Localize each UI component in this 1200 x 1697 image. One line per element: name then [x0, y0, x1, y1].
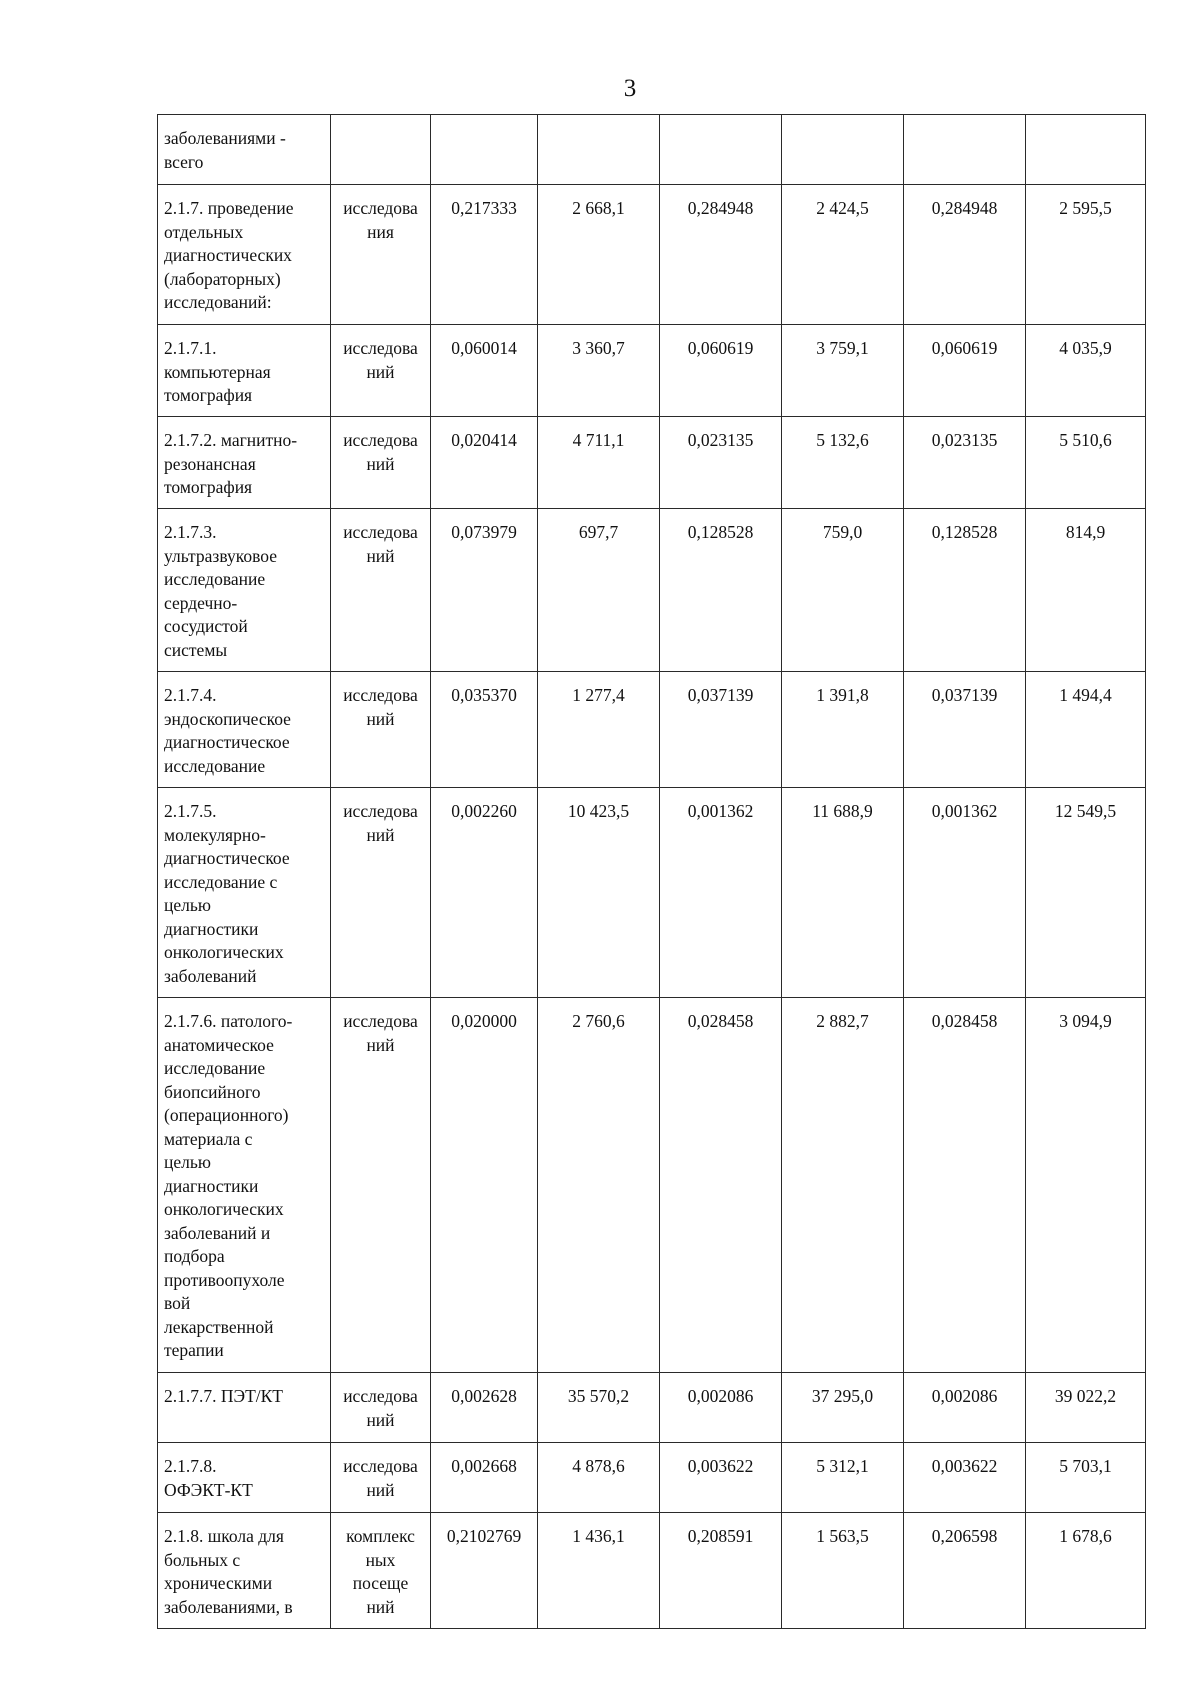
row-unit-cell: исследова ний: [331, 417, 431, 509]
table-row: [158, 672, 1146, 788]
row-name-cell: 2.1.7.7. ПЭТ/КТ: [158, 1373, 331, 1443]
table-row: [158, 115, 1146, 185]
value-cell-5: 0,060619: [904, 325, 1026, 417]
value-cell-3: 0,284948: [660, 185, 782, 325]
value-cell-5: [904, 115, 1026, 185]
value-cell-4: 3 759,1: [782, 325, 904, 417]
row-unit-cell: исследова ния: [331, 185, 431, 325]
value-cell-6: 4 035,9: [1026, 325, 1146, 417]
value-cell-6: 1 678,6: [1026, 1513, 1146, 1629]
row-unit-cell: исследова ний: [331, 1443, 431, 1513]
row-unit-cell: исследова ний: [331, 325, 431, 417]
row-name-cell: заболеваниями - всего: [158, 115, 331, 185]
row-unit-cell: исследова ний: [331, 672, 431, 788]
table-row: [158, 1373, 1146, 1443]
table-body: [158, 115, 1146, 1629]
value-cell-1: 0,020414: [431, 417, 538, 509]
row-name-cell: 2.1.7. проведение отдельных диагностических (лабораторных) исследований:: [158, 185, 331, 325]
row-name-cell: 2.1.7.6. патолого- анатомическое исследование биопсийного (операционного) материала с целью диагностики онкологических заболеваний и подбора противоопухоле вой лекарственной терапии: [158, 998, 331, 1373]
value-cell-2: [538, 115, 660, 185]
value-cell-2: 10 423,5: [538, 788, 660, 998]
value-cell-5: 0,284948: [904, 185, 1026, 325]
value-cell-2: 2 668,1: [538, 185, 660, 325]
value-cell-3: 0,001362: [660, 788, 782, 998]
value-cell-4: 1 563,5: [782, 1513, 904, 1629]
value-cell-2: 4 711,1: [538, 417, 660, 509]
value-cell-5: 0,001362: [904, 788, 1026, 998]
row-unit-cell: комплекс ных посеще ний: [331, 1513, 431, 1629]
row-name-cell: 2.1.7.2. магнитно- резонансная томография: [158, 417, 331, 509]
value-cell-1: 0,002260: [431, 788, 538, 998]
value-cell-5: 0,003622: [904, 1443, 1026, 1513]
value-cell-4: 2 424,5: [782, 185, 904, 325]
row-unit-cell: исследова ний: [331, 788, 431, 998]
row-name-cell: 2.1.7.8. ОФЭКТ-КТ: [158, 1443, 331, 1513]
row-unit-cell: исследова ний: [331, 509, 431, 672]
value-cell-6: 2 595,5: [1026, 185, 1146, 325]
value-cell-6: 3 094,9: [1026, 998, 1146, 1373]
row-name-cell: 2.1.7.1. компьютерная томография: [158, 325, 331, 417]
value-cell-5: 0,206598: [904, 1513, 1026, 1629]
value-cell-6: 39 022,2: [1026, 1373, 1146, 1443]
table-row: [158, 509, 1146, 672]
table-row: [158, 417, 1146, 509]
value-cell-5: 0,002086: [904, 1373, 1026, 1443]
value-cell-4: 759,0: [782, 509, 904, 672]
value-cell-4: 37 295,0: [782, 1373, 904, 1443]
table-row: [158, 998, 1146, 1373]
value-cell-4: 11 688,9: [782, 788, 904, 998]
value-cell-3: 0,028458: [660, 998, 782, 1373]
value-cell-2: 3 360,7: [538, 325, 660, 417]
table-row: [158, 325, 1146, 417]
value-cell-3: [660, 115, 782, 185]
value-cell-2: 1 277,4: [538, 672, 660, 788]
value-cell-1: 0,020000: [431, 998, 538, 1373]
table-row: [158, 185, 1146, 325]
table-row: [158, 788, 1146, 998]
value-cell-3: 0,037139: [660, 672, 782, 788]
value-cell-6: 1 494,4: [1026, 672, 1146, 788]
value-cell-3: 0,208591: [660, 1513, 782, 1629]
table-row: [158, 1513, 1146, 1629]
value-cell-3: 0,002086: [660, 1373, 782, 1443]
row-name-cell: 2.1.7.5. молекулярно- диагностическое исследование с целью диагностики онкологических заболеваний: [158, 788, 331, 998]
value-cell-4: 5 312,1: [782, 1443, 904, 1513]
value-cell-2: 4 878,6: [538, 1443, 660, 1513]
value-cell-1: 0,002628: [431, 1373, 538, 1443]
value-cell-6: 12 549,5: [1026, 788, 1146, 998]
value-cell-6: 5 510,6: [1026, 417, 1146, 509]
page-number: 3: [623, 75, 637, 102]
value-cell-1: 0,217333: [431, 185, 538, 325]
row-unit-cell: [331, 115, 431, 185]
table-row: [158, 1443, 1146, 1513]
value-cell-1: 0,073979: [431, 509, 538, 672]
value-cell-6: [1026, 115, 1146, 185]
value-cell-1: 0,060014: [431, 325, 538, 417]
value-cell-4: 1 391,8: [782, 672, 904, 788]
value-cell-1: 0,2102769: [431, 1513, 538, 1629]
value-cell-5: 0,028458: [904, 998, 1026, 1373]
data-table: [157, 114, 1146, 1629]
row-name-cell: 2.1.7.3. ультразвуковое исследование сердечно- сосудистой системы: [158, 509, 331, 672]
value-cell-4: [782, 115, 904, 185]
value-cell-6: 5 703,1: [1026, 1443, 1146, 1513]
value-cell-3: 0,128528: [660, 509, 782, 672]
value-cell-5: 0,037139: [904, 672, 1026, 788]
value-cell-3: 0,023135: [660, 417, 782, 509]
value-cell-6: 814,9: [1026, 509, 1146, 672]
value-cell-2: 35 570,2: [538, 1373, 660, 1443]
row-name-cell: 2.1.7.4. эндоскопическое диагностическое исследование: [158, 672, 331, 788]
value-cell-2: 2 760,6: [538, 998, 660, 1373]
value-cell-4: 2 882,7: [782, 998, 904, 1373]
value-cell-2: 697,7: [538, 509, 660, 672]
row-unit-cell: исследова ний: [331, 998, 431, 1373]
row-unit-cell: исследова ний: [331, 1373, 431, 1443]
value-cell-1: [431, 115, 538, 185]
value-cell-5: 0,023135: [904, 417, 1026, 509]
value-cell-4: 5 132,6: [782, 417, 904, 509]
value-cell-3: 0,003622: [660, 1443, 782, 1513]
row-name-cell: 2.1.8. школа для больных с хроническими заболеваниями, в: [158, 1513, 331, 1629]
value-cell-3: 0,060619: [660, 325, 782, 417]
value-cell-1: 0,035370: [431, 672, 538, 788]
value-cell-5: 0,128528: [904, 509, 1026, 672]
value-cell-2: 1 436,1: [538, 1513, 660, 1629]
value-cell-1: 0,002668: [431, 1443, 538, 1513]
